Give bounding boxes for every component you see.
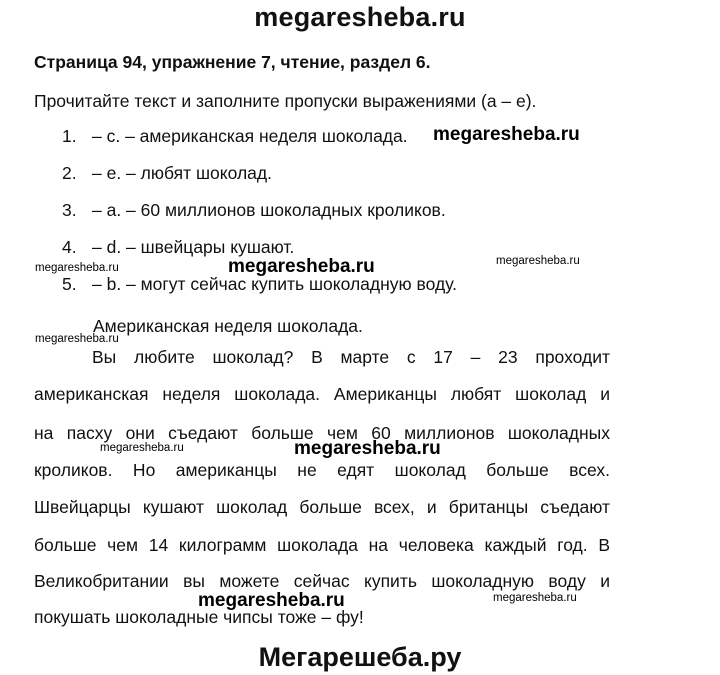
text-line: американская неделя шоколада. Американцы любят шоколад и [34, 384, 610, 404]
list-item [62, 126, 408, 147]
watermark: megaresheba.ru [496, 255, 580, 267]
item-text: – c. – американская неделя шоколада. [92, 126, 408, 146]
watermark: megaresheba.ru [35, 262, 119, 274]
watermark: megaresheba.ru [198, 590, 345, 611]
list-item [62, 163, 272, 184]
watermark: megaresheba.ru [433, 124, 580, 145]
watermark: megaresheba.ru [100, 442, 184, 454]
site-brand-header: megaresheba.ru [254, 2, 466, 32]
watermark: megaresheba.ru [228, 256, 375, 277]
list-item [62, 200, 446, 221]
item-number: 2. [62, 163, 77, 183]
watermark: megaresheba.ru [493, 592, 577, 604]
item-text: – a. – 60 миллионов шоколадных кроликов. [92, 200, 446, 220]
text-line: кроликов. Но американцы не едят шоколад больше всех. [34, 460, 610, 480]
text-title: Американская неделя шоколада. [93, 316, 363, 336]
item-text: – b. – могут сейчас купить шоколадную воду. [92, 274, 458, 294]
text-line: больше чем 14 килограмм шоколада на человека каждый год. В [34, 535, 610, 555]
item-text: – e. – любят шоколад. [92, 163, 272, 183]
item-number: 3. [62, 200, 77, 220]
list-item [62, 237, 294, 258]
watermark: megaresheba.ru [35, 333, 119, 345]
exercise-instruction: Прочитайте текст и заполните пропуски выражениями (a – e). [34, 91, 537, 111]
text-line: Вы любите шоколад? В марте с 17 – 23 проходит [92, 347, 610, 367]
page-heading: Страница 94, упражнение 7, чтение, раздел 6. [34, 52, 431, 72]
text-line: Швейцарцы кушают шоколад больше всех, и британцы съедают [34, 497, 610, 517]
item-number: 5. [62, 274, 77, 294]
item-number: 4. [62, 237, 77, 257]
watermark: megaresheba.ru [294, 438, 441, 459]
text-line: покушать шоколадные чипсы тоже – фу! [34, 607, 364, 627]
site-brand-footer: Мегарешеба.ру [258, 642, 462, 672]
item-text: – d. – швейцары кушают. [92, 237, 295, 257]
text-line: на пасху они съедают больше чем 60 миллионов шоколадных [34, 423, 610, 443]
item-number: 1. [62, 126, 77, 146]
text-line: Великобритании вы можете сейчас купить шоколадную воду и [34, 571, 610, 591]
